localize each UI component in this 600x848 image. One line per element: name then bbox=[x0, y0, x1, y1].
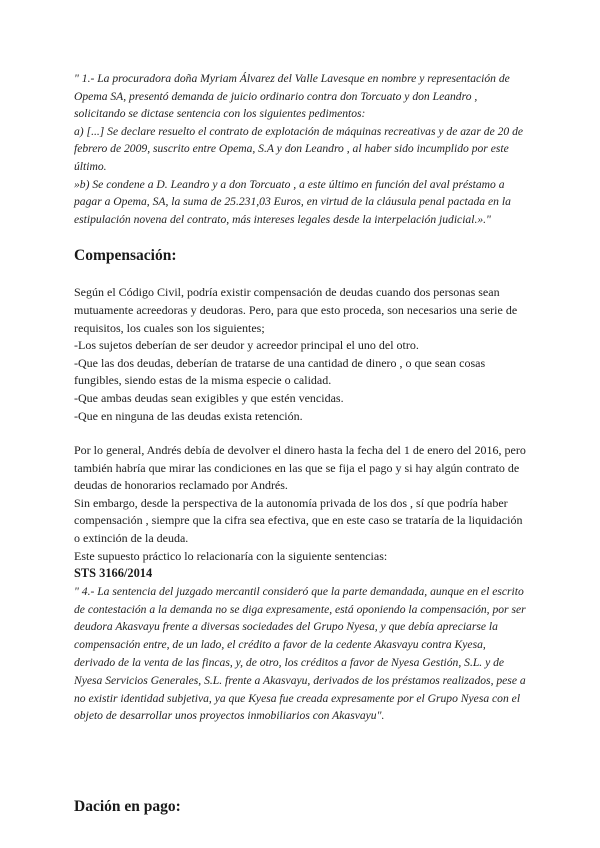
body-line: Sin embargo, desde la perspectiva de la autonomía privada de los dos , sí que podría haber compensación , siempre que la cifra sea efectiva, que en este caso se trataría de la liquidación o extinción de la deuda. bbox=[74, 495, 523, 546]
compensacion-requirements bbox=[74, 284, 526, 425]
body-line: Según el Código Civil, podría existir compensación de deudas cuando dos personas sean mutuamente acreedoras y deudoras. Pero, para que esto proceda, son necesarios una serie de requisitos, los cuales son los siguientes; bbox=[74, 285, 518, 335]
requirement-item: -Que ambas deudas sean exigibles y que estén vencidas. bbox=[74, 390, 344, 405]
quoted-judgment-opema bbox=[74, 70, 526, 228]
quote-paragraph-3: »b) Se condene a D. Leandro y a don Torcuato , a este último en función del aval préstamo a pagar a Opema, SA, la suma de 25.231,03 Euros, en virtud de la cláusula penal pactada en la estipulación novena del contrato, más intereses legales desde la interpelación judicial.»." bbox=[74, 177, 511, 226]
body-line: Este supuesto práctico lo relacionaría con la siguiente sentencias: bbox=[74, 548, 388, 563]
quote-paragraph-1: " 1.- La procuradora doña Myriam Álvarez del Valle Lavesque en nombre y representación de Opema SA, presentó demanda de juicio ordinario contra don Torcuato y don Leandro , solicitando se dictase sentencia con los siguientes pedimentos: bbox=[74, 72, 510, 121]
requirement-item: -Que en ninguna de las deudas exista retención. bbox=[74, 408, 303, 423]
document-page bbox=[74, 70, 526, 817]
body-line: Por lo general, Andrés debía de devolver el dinero hasta la fecha del 1 de enero del 2016, pero también habría que mirar las condiciones en las que se fija el pago y si hay algún contrato de deudas de honorarios reclamado por Andrés. bbox=[74, 443, 526, 493]
section-heading-compensacion: Compensación: bbox=[74, 247, 177, 265]
sentence-reference: STS 3166/2014 bbox=[74, 566, 153, 581]
requirement-item: -Los sujetos deberían de ser deudor y acreedor principal el uno del otro. bbox=[74, 338, 419, 353]
quoted-judgment-akasvayu: " 4.- La sentencia del juzgado mercantil consideró que la parte demandada, aunque en el escrito de contestación a la demanda no se diga expresamente, está oponiendo la compensación, por ser deudora Akasvayu frente a diversas sociedades del Grupo Nyesa, y que debía apreciarse la compensación entre, de un lado, el crédito a favor de la cedente Akasvayu contra Kyesa, derivado de la venta de las fincas, y, de otro, los créditos a favor de Nyesa Gestión, S.L. y de Nyesa Servicios Generales, S.L. frente a Akasvayu, derivados de los préstamos realizados, pese a no existir identidad subjetiva, ya que Kyesa fue creada expresamente por el Grupo Nyesa con el objeto de desarrollar unos proyectos inmobiliarios con Akasvayu". bbox=[74, 584, 526, 723]
section-heading-dacion: Dación en pago: bbox=[74, 798, 181, 816]
quote-paragraph-2: a) [...] Se declare resuelto el contrato de explotación de máquinas recreativas y de azar de 20 de febrero de 2009, suscrito entre Opema, S.A y don Leandro , al haber sido incumplido por este último. bbox=[74, 124, 524, 173]
requirement-item: -Que las dos deudas, deberían de tratarse de una cantidad de dinero , o que sean cosas fungibles, siendo estas de la misma especie o calidad. bbox=[74, 355, 486, 388]
compensacion-analysis bbox=[74, 442, 526, 565]
